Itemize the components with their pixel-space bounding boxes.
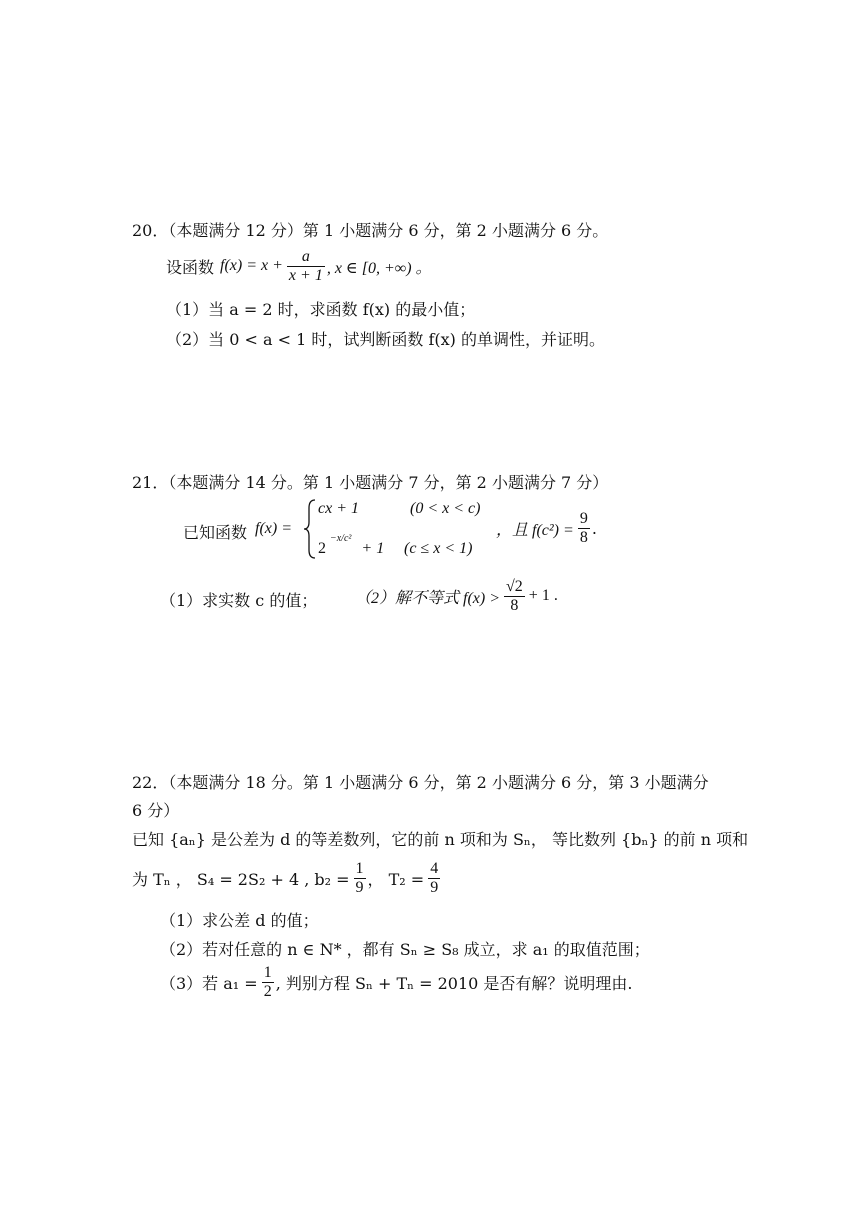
q20-fraction-num: a	[301, 247, 310, 265]
q22-header-line2: 6 分）	[132, 801, 180, 820]
q21-given-den: 8	[579, 528, 588, 546]
q20-domain: , x ∈ [0, +∞) 。	[326, 259, 432, 277]
q21-brace	[303, 498, 317, 560]
q21-given-fraction	[578, 510, 590, 547]
q21-header: 21．（本题满分 14 分。第 1 小题满分 7 分，第 2 小题满分 7 分）	[132, 473, 609, 492]
q21-case2-base: 2	[318, 540, 326, 557]
q20-part1: （1）当 a = 2 时，求函数 f(x) 的最小值；	[166, 300, 476, 319]
q21-given-end: .	[591, 518, 597, 538]
q20-part2: （2）当 0 < a < 1 时，试判断函数 f(x) 的单调性，并证明。	[166, 330, 606, 349]
q20-setup	[166, 246, 432, 286]
q21-part2-num: √2	[506, 577, 523, 595]
q21-part2-fraction	[504, 578, 525, 615]
q22-part1: （1）求公差 d 的值；	[160, 911, 319, 930]
q22-part2: （2）若对任意的 n ∈ N* ，都有 Sₙ ≥ S₈ 成立，求 a₁ 的取值范围；	[160, 940, 650, 959]
q21-case2-exp: −x/c²	[330, 533, 352, 544]
q22-part3-tail: , 判别方程 Sₙ + Tₙ = 2010 是否有解？说明理由.	[275, 973, 633, 993]
q21-case1: cx + 1	[318, 500, 359, 517]
q22-b2-num: 1	[355, 859, 364, 877]
q22-line2	[132, 856, 440, 900]
q21-part1: （1）求实数 c 的值；	[160, 591, 318, 610]
q21-case2-cond: (c ≤ x < 1)	[404, 540, 473, 557]
q21-given-num: 9	[579, 509, 588, 527]
q22-p3-fraction	[262, 964, 274, 1001]
q21-part2-prefix: （2）解不等式 f(x) >	[355, 589, 501, 607]
q22-b2-den: 9	[355, 878, 364, 896]
q22-line2-prefix: 为 Tₙ ， S₄ = 2S₂ + 4 , b₂ =	[132, 869, 350, 889]
q20-header: 20．（本题满分 12 分）第 1 小题满分 6 分，第 2 小题满分 6 分。	[132, 221, 609, 240]
q20-fraction-den: x + 1	[288, 266, 323, 284]
q22-line2-mid: ， T₂ =	[367, 869, 425, 889]
q21-given-prefix: ，且 f(c²) =	[496, 521, 574, 539]
q22-b2-fraction	[354, 860, 366, 897]
q21-fx: f(x) =	[255, 520, 292, 537]
q22-t2-fraction	[428, 860, 440, 897]
q20-setup-fx: f(x) = x +	[220, 257, 283, 274]
q21-given	[496, 508, 597, 548]
q21-part2	[355, 574, 558, 618]
q22-header-line1: 22．（本题满分 18 分。第 1 小题满分 6 分，第 2 小题满分 6 分，第 3 小题满分	[132, 773, 709, 792]
q22-line1: 已知 {aₙ} 是公差为 d 的等差数列，它的前 n 项和为 Sₙ， 等比数列 {bₙ} 的前 n 项和	[132, 830, 749, 849]
q21-prefix: 已知函数	[183, 523, 248, 542]
q22-t2-den: 9	[430, 878, 439, 896]
q22-p3-den: 2	[263, 982, 272, 1000]
q20-setup-prefix: 设函数	[166, 257, 215, 277]
q21-case2	[318, 533, 385, 558]
q21-case2-tail: + 1	[361, 540, 385, 557]
q22-p3-num: 1	[263, 963, 272, 981]
q22-t2-num: 4	[430, 859, 439, 877]
q20-fraction	[287, 248, 325, 285]
q21-case1-cond: (0 < x < c)	[410, 500, 481, 517]
q22-part3-prefix: （3）若 a₁ =	[160, 973, 258, 993]
q22-part3	[160, 960, 633, 1004]
q21-part2-den: 8	[504, 596, 525, 615]
q21-part2-tail: + 1 .	[528, 587, 558, 604]
